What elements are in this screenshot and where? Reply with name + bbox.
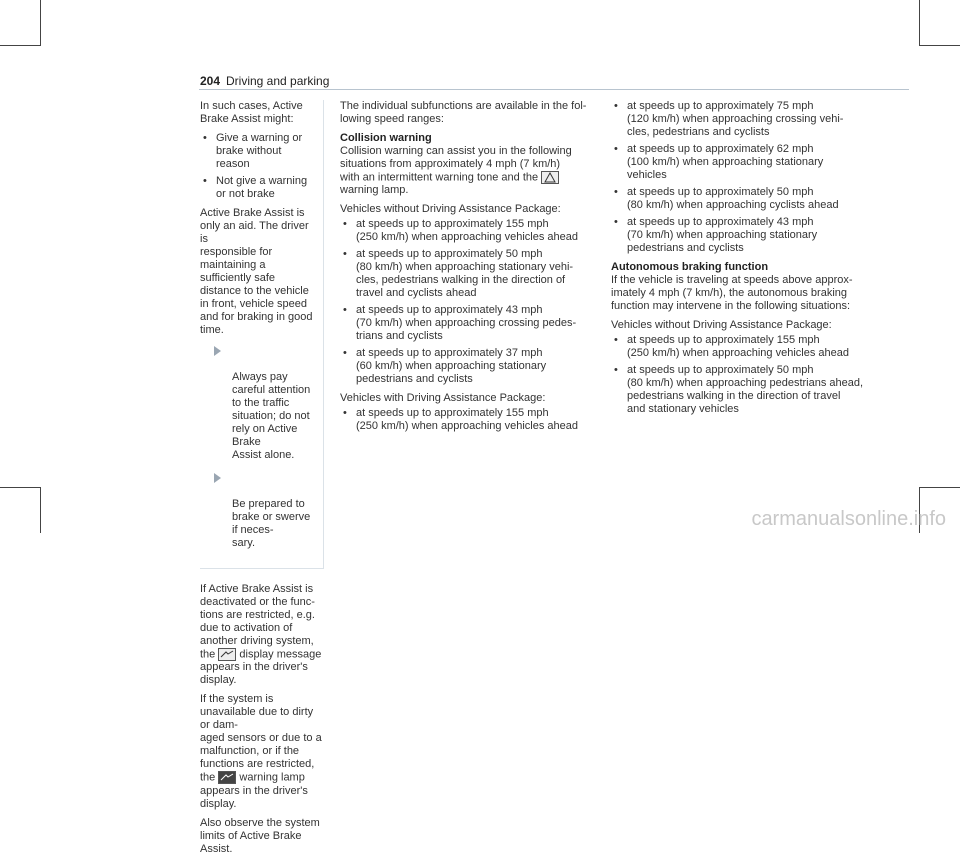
list-item: • at speeds up to approximately 50 mph (80 km/h) when approaching stationary vehi- cles, pedestrians walking in the direction of travel and cyclists ahead	[340, 248, 610, 300]
crop-mark	[919, 0, 920, 46]
watermark: carmanualsonline.info	[751, 508, 946, 530]
distance-warning-icon	[541, 171, 559, 184]
paragraph-text: warning lamp.	[340, 184, 409, 197]
note-text: Always pay careful attention to the traffic situation; do not rely on Active Brake Assist alone.	[232, 371, 311, 461]
arrow-icon	[214, 346, 221, 356]
paragraph: The individual subfunctions are available in the fol- lowing speed ranges:	[340, 100, 587, 125]
page-number: 204	[200, 74, 221, 88]
crop-mark	[919, 487, 960, 488]
paragraph-text: If Active Brake Assist is deactivated or the func- tions are restricted, e.g. due to activation of another driving system, the	[200, 583, 315, 661]
column-2	[340, 100, 610, 439]
paragraph	[340, 145, 610, 197]
note-text: Be prepared to brake or swerve if neces- sary.	[232, 498, 311, 549]
paragraph: Active Brake Assist is only an aid. The driver is responsible for maintaining a sufficiently safe distance to the vehicle in front, vehicle speed and for braking in good time.	[200, 207, 313, 336]
intro-text: In such cases, Active Brake Assist might:	[200, 100, 303, 125]
crop-mark	[0, 45, 41, 46]
section-title: Driving and parking	[226, 74, 330, 88]
paragraph-text: If the system is unavailable due to dirty or dam- aged sensors or due to a malfunction, or if the functions are restricted, the	[200, 693, 322, 784]
list-item: • at speeds up to approximately 155 mph (250 km/h) when approaching vehicles ahead	[340, 218, 610, 244]
subheading: Vehicles with Driving Assistance Package:	[340, 392, 546, 405]
subheading: Vehicles without Driving Assistance Package:	[611, 319, 832, 331]
column-3	[611, 100, 901, 422]
list-item: • at speeds up to approximately 75 mph (120 km/h) when approaching crossing vehi- cles, pedestrians and cyclists	[611, 100, 901, 139]
warning-note	[200, 472, 313, 550]
bullet-list	[340, 407, 610, 433]
bullet-list	[611, 100, 901, 255]
list-item: • at speeds up to approximately 50 mph (80 km/h) when approaching pedestrians ahead, pedestrians walking in the direction of travel and stationary vehicles	[611, 364, 901, 416]
list-item: • at speeds up to approximately 62 mph (100 km/h) when approaching stationary vehicles	[611, 143, 901, 182]
paragraph: If the vehicle is traveling at speeds above approx- imately 4 mph (7 km/h), the autonomous braking function may intervene in the following situations:	[611, 274, 853, 312]
bullet-list	[340, 218, 610, 386]
bullet-list	[611, 334, 901, 416]
list-item: • at speeds up to approximately 43 mph (70 km/h) when approaching crossing pedes- trians and cyclists	[340, 304, 610, 343]
list-item: • at speeds up to approximately 155 mph (250 km/h) when approaching vehicles ahead	[611, 334, 901, 360]
list-item: • at speeds up to approximately 43 mph (70 km/h) when approaching stationary pedestrians and cyclists	[611, 216, 901, 255]
paragraph-text: Collision warning can assist you in the following situations from approximately 4 mph (7 km/h) with an intermittent warning tone and the	[340, 145, 572, 184]
paragraph	[200, 693, 324, 810]
intro-box	[200, 100, 324, 569]
crop-mark	[40, 487, 41, 533]
paragraph-text: warning lamp appears in the driver's display.	[200, 771, 308, 810]
crop-mark	[40, 0, 41, 46]
bullet-list	[200, 132, 313, 201]
brake-assist-warning-icon	[218, 771, 236, 784]
arrow-icon	[214, 473, 221, 483]
header-rule	[199, 89, 909, 90]
subheading: Vehicles without Driving Assistance Package:	[340, 203, 561, 216]
list-item: • at speeds up to approximately 50 mph (80 km/h) when approaching cyclists ahead	[611, 186, 901, 212]
heading-collision-warning: Collision warning	[340, 132, 432, 144]
list-item: • at speeds up to approximately 37 mph (60 km/h) when approaching stationary pedestrians and cyclists	[340, 347, 610, 386]
heading-autonomous-braking: Autonomous braking function	[611, 261, 769, 273]
paragraph: Also observe the system limits of Active Brake Assist.	[200, 816, 320, 855]
list-item: • at speeds up to approximately 155 mph (250 km/h) when approaching vehicles ahead	[340, 407, 610, 433]
paragraph	[200, 583, 324, 687]
crop-mark	[919, 45, 960, 46]
column-1	[200, 100, 324, 862]
list-item: • Give a warning or brake without reason	[200, 132, 313, 171]
paragraph-text: display message appears in the driver's display.	[200, 648, 322, 687]
brake-assist-off-icon	[218, 648, 236, 661]
list-item: • Not give a warning or not brake	[200, 175, 313, 201]
warning-note	[200, 345, 313, 462]
crop-mark	[0, 487, 41, 488]
